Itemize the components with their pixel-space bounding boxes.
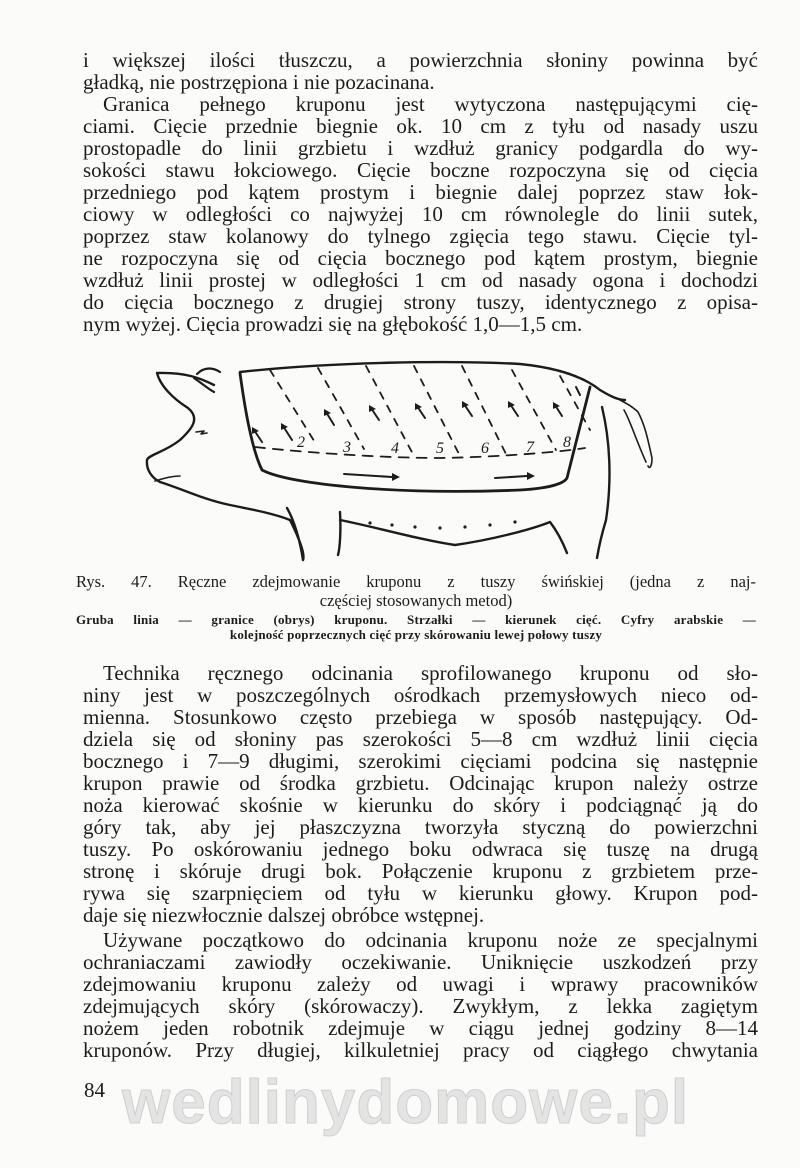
text-line: daje się niezwłocznie dalszej obróbce wstępnej. [83,903,485,927]
text-line: do cięcia bocznego z drugiej strony tuszy, identycznego z opisa- [83,290,758,314]
teat-dots [368,520,516,529]
cut-number: 6 [481,440,489,457]
pig-outline [147,362,625,560]
text-line: Granica pełnego kruponu jest wytyczona następującymi cię- [103,92,758,116]
text-line: sokości stawu łokciowego. Cięcie boczne rozpoczyna się od cięcia [83,158,758,182]
text-line: ciami. Cięcie przednie biegnie ok. 10 cm z tyłu od nasady uszu [83,114,758,138]
text-line: krupon prawie od środka grzbietu. Odcinając krupon należy ostrze [83,771,758,795]
legend-line: Gruba linia — granice (obrys) kruponu. Strzałki — kierunek cięć. Cyfry arabskie — [76,612,756,627]
text-line: zdejmowaniu kruponu zależy od uwagi i wprawy pracowników [83,972,758,996]
text-line: nym wyżej. Cięcia prowadzi się na głębokość 1,0—1,5 cm. [83,312,583,336]
mouth [155,476,180,481]
text-line: wzdłuż linii prostej w odległości 1 cm od nasady ogona i dochodzi [83,268,758,292]
text-line: nożem jeden robotnik zdejmuje w ciągu jednej godziny 8—14 [83,1016,758,1040]
text-line: stronę i skóruje drugi bok. Połączenie kruponu z grzbietem prze- [83,859,758,883]
krupon-boundary [240,373,590,491]
text-line: bocznego i 7—9 długimi, szerokimi cięciami podcina się następnie [83,749,758,773]
tail [620,400,652,467]
text-line: noża kierować skośnie w kierunku do skóry i podciągnąć ją do [83,793,758,817]
text-line: tuszy. Po oskórowaniu jednego boku odwraca się tuszę na drugą [83,837,758,861]
footer-watermark: wedlinydomowe.pl [122,1068,690,1137]
text-line: ochraniaczami zawiodły oczekiwanie. Uniknięcie uszkodzeń przy [83,950,758,974]
cut-numbers [297,434,571,457]
eye [196,431,207,434]
cut-line [318,368,364,449]
text-line: Używane początkowo do odcinania kruponu noże ze specjalnymi [103,928,758,952]
cut-number: 7 [526,439,534,456]
text-line: poprzez staw kolanowy do tylnego zgięcia tego stawu. Cięcie tyl- [83,224,758,248]
cut-line [270,370,316,444]
cut-line [512,370,556,450]
direction-arrows [254,387,580,478]
cut-number: 2 [297,434,305,451]
text-line: niny jest w poszczególnych ośrodkach przemysłowych nieco od- [83,683,758,707]
text-line: dziela się od słoniny pas szerokości 5—8 cm wzdłuż linii cięcia [83,727,758,751]
arrow [576,387,580,395]
figure-caption [76,572,756,610]
caption-line: Rys. 47. Ręczne zdejmowanie kruponu z tuszy świńskiej (jedna z naj- [76,572,756,591]
text-line: gładką, nie postrzępiona i nie pozacinana. [83,70,435,94]
arrow [495,476,527,478]
cut-number: 5 [436,440,444,457]
cut-number: 4 [391,440,399,457]
text-line: ciowy w odległości co najwyżej 10 cm równolegle do linii sutek, [83,202,758,226]
caption-line: częściej stosowanych metod) [319,591,513,610]
paragraph-3 [83,662,758,926]
text-line: zdejmujących skóry (skórowaczy). Zwykłym, z lekka zagiętym [83,994,758,1018]
text-line: kruponów. Przy długiej, kilkuletniej pracy od ciągłego chwytania [83,1038,758,1062]
text-line: rywa się szarpnięciem od tyłu w kierunku głowy. Krupon pod- [83,881,758,905]
ear [194,369,220,393]
arrow [344,474,392,477]
cut-number: 3 [343,439,351,456]
transverse-cuts [270,366,590,456]
page-number: 84 [84,1078,105,1102]
paragraph-4 [83,929,758,1061]
text-line: Technika ręcznego odcinania sprofilowanego kruponu od sło- [103,661,758,685]
text-line: mienna. Stosunkowo często przebiega w sposób następujący. Od- [83,705,758,729]
text-line: i większej ilości tłuszczu, a powierzchnia słoniny powinna być [83,48,758,72]
text-line: góry tak, aby jej płaszczyzna tworzyła styczną do powierzchni [83,815,758,839]
legend-line: kolejność poprzecznych cięć przy skórowaniu lewej połowy tuszy [229,627,603,642]
figure-legend [76,612,756,642]
text-line: przedniego pod kątem prostym i biegnie dalej poprzez staw łok- [83,180,758,204]
text-line: prostopadle do linii grzbietu i wzdłuż granicy podgardla do wy- [83,136,758,160]
text-line: ne rozpoczyna się od cięcia bocznego pod kątem prostym, biegnie [83,246,758,270]
cut-number: 8 [563,434,571,451]
